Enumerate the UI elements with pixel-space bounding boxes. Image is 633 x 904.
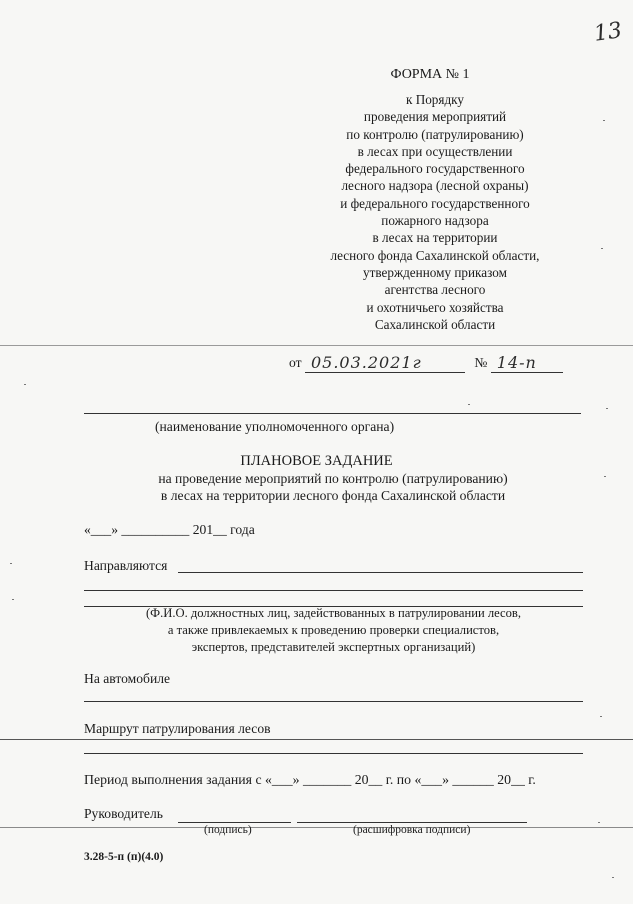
scan-speck bbox=[468, 404, 470, 405]
decode-caption: (расшифровка подписи) bbox=[353, 824, 471, 836]
signature-line bbox=[178, 822, 291, 823]
page-number: 13 bbox=[592, 18, 624, 47]
order-date-row bbox=[289, 352, 563, 372]
scan-speck bbox=[12, 599, 14, 600]
car-line bbox=[84, 701, 583, 702]
header-line: пожарного надзора bbox=[381, 213, 489, 229]
header-line: и охотничьего хозяйства bbox=[366, 299, 504, 315]
signature-caption: (подпись) bbox=[204, 824, 252, 836]
plan-subtitle-1: на проведение мероприятий по контролю (патрулированию) bbox=[158, 471, 508, 486]
scan-speck bbox=[24, 384, 26, 385]
plan-title: ПЛАНОВОЕ ЗАДАНИЕ bbox=[240, 453, 393, 469]
persons-caption-line: экспертов, представителей экспертных организаций) bbox=[191, 640, 476, 654]
order-date: 05.03.2021г bbox=[310, 353, 422, 372]
scan-speck bbox=[601, 248, 603, 249]
header-line: агентства лесного bbox=[384, 282, 486, 298]
form-title: ФОРМА № 1 bbox=[390, 67, 470, 82]
period-line: Период выполнения задания с «___» _______ 20__ г. по «___» ______ 20__ г. bbox=[84, 772, 536, 787]
header-line: лесного фонда Сахалинской области, bbox=[330, 247, 540, 263]
decode-line bbox=[297, 822, 527, 823]
header-line: к Порядку bbox=[405, 92, 464, 107]
scan-line-bottom bbox=[0, 827, 633, 828]
persons-caption bbox=[84, 605, 583, 656]
scan-speck bbox=[612, 877, 614, 878]
order-number: 14-п bbox=[496, 353, 537, 372]
route-line-1 bbox=[0, 739, 633, 740]
form-code: 3.28-5-п (п)(4.0) bbox=[84, 851, 164, 863]
scan-speck bbox=[600, 716, 602, 717]
route-label: Маршрут патрулирования лесов bbox=[84, 721, 271, 736]
number-prefix: № bbox=[474, 355, 488, 370]
header-line: в лесах при осуществлении bbox=[357, 143, 513, 159]
date-prefix: от bbox=[289, 355, 302, 370]
plan-subtitle-2: в лесах на территории лесного фонда Сахалинской области bbox=[160, 488, 506, 503]
organ-line bbox=[84, 413, 581, 414]
header-line: проведения мероприятий bbox=[363, 109, 507, 125]
task-date-line: «___» __________ 201__ года bbox=[84, 522, 255, 537]
header-line: по контролю (патрулированию) bbox=[346, 126, 524, 142]
scan-line-top bbox=[0, 345, 633, 346]
header-line: Сахалинской области bbox=[374, 316, 496, 332]
header-line: в лесах на территории bbox=[372, 230, 498, 246]
persons-caption-line: а также привлекаемых к проведению проверки специалистов, bbox=[167, 623, 500, 637]
sent-line-2 bbox=[84, 590, 583, 591]
header-line: федерального государственного bbox=[345, 161, 525, 177]
header-line: и федерального государственного bbox=[340, 195, 530, 211]
form-header-block bbox=[300, 91, 570, 333]
scan-speck bbox=[606, 408, 608, 409]
route-line-2 bbox=[84, 753, 583, 754]
leader-label: Руководитель bbox=[84, 806, 163, 821]
scan-speck bbox=[598, 822, 600, 823]
scan-speck bbox=[603, 120, 605, 121]
persons-caption-line: (Ф.И.О. должностных лиц, задействованных в патрулировании лесов, bbox=[145, 606, 522, 620]
sent-label: Направляются bbox=[84, 558, 168, 573]
scan-speck bbox=[604, 476, 606, 477]
header-line: утвержденному приказом bbox=[363, 264, 507, 280]
organ-caption: (наименование уполномоченного органа) bbox=[155, 419, 395, 434]
sent-line-1 bbox=[178, 572, 583, 573]
car-label: На автомобиле bbox=[84, 671, 171, 686]
scan-speck bbox=[10, 563, 12, 564]
header-line: лесного надзора (лесной охраны) bbox=[341, 178, 529, 194]
